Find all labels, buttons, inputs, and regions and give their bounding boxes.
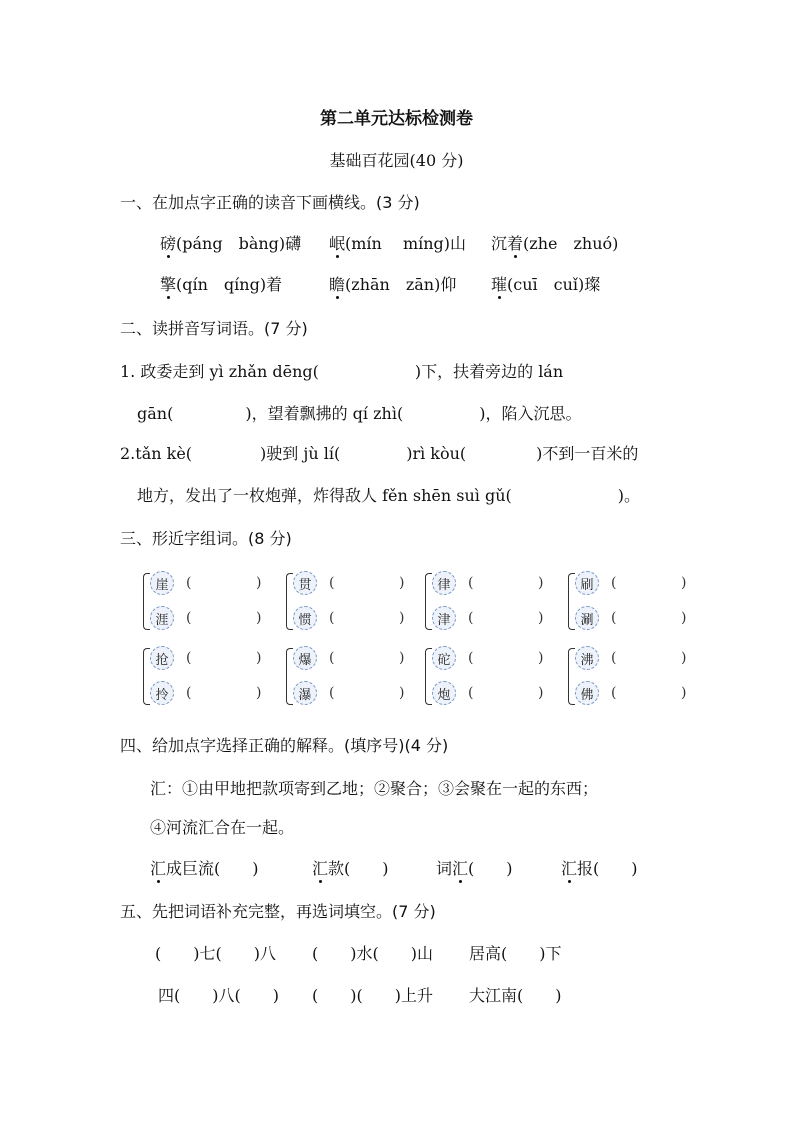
open-paren: ( xyxy=(611,685,617,701)
definition-line: 汇：①由甲地把款项寄到乙地；②聚合；③会聚在一起的东西； xyxy=(150,779,599,798)
char-badge: 炮 xyxy=(432,681,456,705)
char-badge: 抢 xyxy=(150,646,174,670)
close-paren: ) xyxy=(538,610,544,626)
pinyin-item: 沉着(zhe zhuó) xyxy=(491,231,618,254)
close-paren: ) xyxy=(256,685,262,701)
section-2-heading: 二、读拼音写词语。(7 分) xyxy=(120,319,308,338)
char-badge: 惯 xyxy=(293,606,317,630)
pair-brace xyxy=(568,648,575,705)
char-cell xyxy=(432,606,552,632)
close-paren: ) xyxy=(681,575,687,591)
char-cell xyxy=(150,571,270,597)
section-4-heading: 四、给加点字选择正确的解释。(填序号)(4 分) xyxy=(120,736,449,755)
pair-brace xyxy=(425,573,432,630)
pair-brace xyxy=(568,573,575,630)
char-cell xyxy=(432,681,552,707)
char-badge: 崖 xyxy=(150,571,174,595)
pair-brace xyxy=(143,573,150,630)
close-paren: ) xyxy=(256,650,262,666)
open-paren: ( xyxy=(611,575,617,591)
char-cell xyxy=(575,681,695,707)
page-title: 第二单元达标检测卷 xyxy=(320,109,473,129)
char-badge: 佛 xyxy=(575,681,599,705)
pinyin-item: 擎(qín qíng)着 xyxy=(160,272,282,295)
char-cell xyxy=(150,681,270,707)
pair-brace xyxy=(143,648,150,705)
answer-item: 汇款( ) xyxy=(312,856,389,879)
open-paren: ( xyxy=(468,575,474,591)
definition-line: ④河流汇合在一起。 xyxy=(150,818,295,837)
answer-item: 词汇( ) xyxy=(436,856,513,879)
section-1-heading: 一、在加点字正确的读音下画横线。(3 分) xyxy=(120,193,420,212)
open-paren: ( xyxy=(611,650,617,666)
char-cell xyxy=(293,646,413,672)
char-badge: 拎 xyxy=(150,681,174,705)
close-paren: ) xyxy=(681,685,687,701)
question-line: 2.tǎn kè( )驶到 jù lí( )rì kòu( )不到一百米的 xyxy=(120,444,639,463)
char-cell xyxy=(432,571,552,597)
pair-brace xyxy=(286,573,293,630)
pair-brace xyxy=(286,648,293,705)
char-badge: 津 xyxy=(432,606,456,630)
char-cell xyxy=(432,646,552,672)
char-badge: 涮 xyxy=(575,606,599,630)
char-cell xyxy=(293,681,413,707)
section-5-heading: 五、先把词语补充完整，再选词填空。(7 分) xyxy=(120,902,436,921)
close-paren: ) xyxy=(681,610,687,626)
open-paren: ( xyxy=(186,650,192,666)
section-subtitle: 基础百花园(40 分) xyxy=(329,151,464,170)
close-paren: ) xyxy=(538,575,544,591)
open-paren: ( xyxy=(329,685,335,701)
char-badge: 沸 xyxy=(575,646,599,670)
answer-item: 汇报( ) xyxy=(561,856,638,879)
open-paren: ( xyxy=(186,575,192,591)
char-cell xyxy=(293,571,413,597)
open-paren: ( xyxy=(468,610,474,626)
char-badge: 贯 xyxy=(293,571,317,595)
open-paren: ( xyxy=(329,650,335,666)
close-paren: ) xyxy=(538,650,544,666)
question-line: gān( )，望着飘拂的 qí zhì( )，陷入沉思。 xyxy=(137,404,582,423)
char-cell xyxy=(150,606,270,632)
close-paren: ) xyxy=(256,575,262,591)
open-paren: ( xyxy=(329,610,335,626)
open-paren: ( xyxy=(611,610,617,626)
close-paren: ) xyxy=(256,610,262,626)
idiom-item: ( )( )上升 xyxy=(312,986,433,1005)
pair-brace xyxy=(425,648,432,705)
char-cell xyxy=(575,646,695,672)
close-paren: ) xyxy=(538,685,544,701)
open-paren: ( xyxy=(329,575,335,591)
char-badge: 砣 xyxy=(432,646,456,670)
char-cell xyxy=(575,606,695,632)
section-3-heading: 三、形近字组词。(8 分) xyxy=(120,529,292,548)
idiom-item: 大江南( ) xyxy=(469,986,562,1005)
close-paren: ) xyxy=(399,610,405,626)
close-paren: ) xyxy=(399,685,405,701)
pinyin-item: 璀(cuī cuǐ)璨 xyxy=(491,272,600,295)
pinyin-item: 岷(mín míng)山 xyxy=(329,231,466,254)
pinyin-item: 磅(páng bàng)礴 xyxy=(160,231,301,254)
question-line: 地方，发出了一枚炮弹，炸得敌人 fěn shēn suì gǔ( )。 xyxy=(137,486,641,505)
close-paren: ) xyxy=(399,650,405,666)
idiom-item: 居高( )下 xyxy=(469,944,562,963)
open-paren: ( xyxy=(186,610,192,626)
close-paren: ) xyxy=(681,650,687,666)
answer-item: 汇成巨流( ) xyxy=(150,856,259,879)
question-line: 1. 政委走到 yì zhǎn dēng( )下，扶着旁边的 lán xyxy=(120,362,564,381)
open-paren: ( xyxy=(468,650,474,666)
char-badge: 涯 xyxy=(150,606,174,630)
idiom-item: 四( )八( ) xyxy=(158,986,279,1005)
pinyin-item: 瞻(zhān zān)仰 xyxy=(329,272,456,295)
char-badge: 律 xyxy=(432,571,456,595)
close-paren: ) xyxy=(399,575,405,591)
open-paren: ( xyxy=(468,685,474,701)
char-badge: 刷 xyxy=(575,571,599,595)
idiom-item: ( )七( )八 xyxy=(155,944,276,963)
char-badge: 瀑 xyxy=(293,681,317,705)
char-cell xyxy=(293,606,413,632)
char-cell xyxy=(150,646,270,672)
idiom-item: ( )水( )山 xyxy=(312,944,433,963)
open-paren: ( xyxy=(186,685,192,701)
char-cell xyxy=(575,571,695,597)
char-badge: 爆 xyxy=(293,646,317,670)
